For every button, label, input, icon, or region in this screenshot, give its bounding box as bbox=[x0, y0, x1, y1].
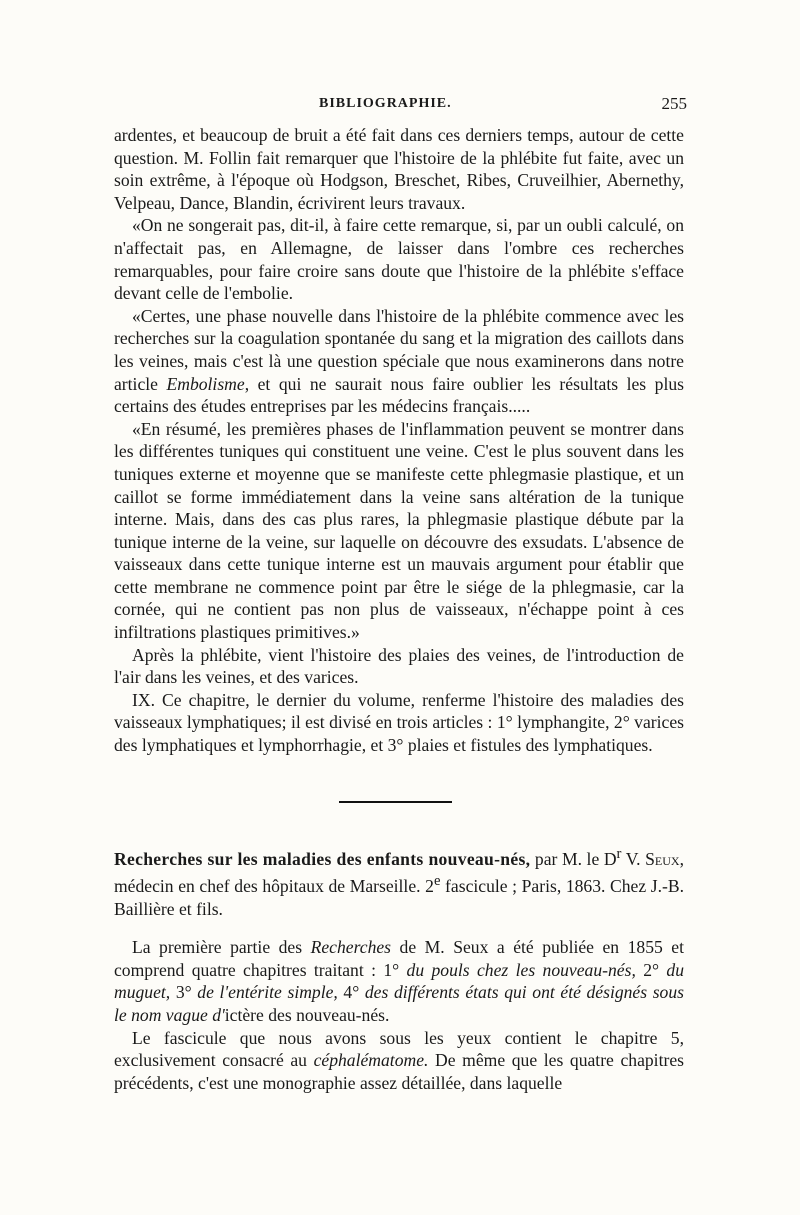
paragraph-4: «En résumé, les premières phases de l'inflammation peuvent se montrer dans les différentes tuniques qui constituent une veine. C'est le plus souvent dans les tuniques externe et moyenne que se manifeste cette phlegmasie plastique, et un caillot se forme immédiatement dans la veine sans altération de la tunique interne. Mais, dans des cas plus rares, la phlegmasie plastique débute par la tunique interne de la veine, sur laquelle on découvre des exsudats. L'absence de vaisseaux dans cette tunique interne est un mauvais argument pour établir que cette membrane ne commence point par être le siége de la phlegmasie, car la cornée, qui ne contient pas non plus de vaisseaux, n'échappe point à ces infiltrations plastiques primitives.» bbox=[114, 418, 684, 643]
bibliography-entry bbox=[114, 843, 684, 921]
review-text-d: 3° bbox=[170, 982, 198, 1003]
author-name: Seux bbox=[645, 848, 680, 869]
review-italic-enterite: de l'entérite simple, bbox=[197, 982, 338, 1003]
embolisme-reference: Embolisme bbox=[166, 373, 245, 394]
review-text-c: 2° bbox=[635, 959, 667, 980]
document-page bbox=[114, 94, 687, 1094]
book-title: Recherches sur les maladies des enfants nouveau-nés, bbox=[114, 848, 531, 869]
paragraph-2: «On ne songerait pas, dit-il, à faire cette remarque, si, par un oubli calculé, on n'affectait pas, en Allemagne, de laisser dans l'ombre ces recherches remarquables, pour faire croire sans doute que l'histoire de la phlébite s'efface devant celle de l'embolie. bbox=[114, 215, 684, 304]
review-text-e: 4° bbox=[337, 982, 365, 1003]
review-italic-etats: des différents états qui ont été désignés sous le nom vague d' bbox=[114, 982, 684, 1025]
review-italic-cephalematome: céphalématome. bbox=[313, 1050, 429, 1071]
author-first: V. bbox=[621, 848, 646, 869]
book-details-2: fascicule ; Paris, 1863. Chez J.-B. Baillière et fils. bbox=[114, 875, 685, 919]
review-italic-pouls: du pouls chez les nouveau-nés, bbox=[406, 959, 636, 980]
section-divider bbox=[339, 801, 452, 803]
book-by: par M. le D bbox=[530, 848, 617, 869]
dr-superscript: r bbox=[616, 845, 622, 862]
review-text bbox=[114, 936, 684, 1094]
review-text-b: de M. Seux a été publiée en 1855 et comprend quatre chapitres traitant : 1° bbox=[114, 937, 684, 980]
page-number: 255 bbox=[661, 94, 687, 113]
page-header bbox=[114, 94, 687, 124]
paragraph-3-text-b: , et qui ne saurait nous faire oublier les résultats les plus certains des études entreprises par les médecins français..... bbox=[114, 373, 684, 417]
review-text-h: De même que les quatre chapitres précédents, c'est une monographie assez détaillée, dans laquelle bbox=[114, 1050, 684, 1093]
paragraph-6: IX. Ce chapitre, le dernier du volume, renferme l'histoire des maladies des vaisseaux lymphatiques; il est divisé en trois articles : 1° lymphangite, 2° varices des lymphatiques et lymphorrhagie, et 3° plaies et fistules des lymphatiques. bbox=[114, 689, 684, 756]
book-details-1: , médecin en chef des hôpitaux de Marseille. 2 bbox=[114, 848, 684, 896]
paragraph-3 bbox=[114, 305, 684, 418]
review-italic-muguet: du muguet, bbox=[114, 959, 684, 1003]
review-text-g: Le fascicule que nous avons sous les yeux contient le chapitre 5, exclusivement consacré au bbox=[114, 1027, 684, 1071]
review-paragraph-2 bbox=[114, 1027, 684, 1095]
paragraph-5: Après la phlébite, vient l'histoire des plaies des veines, de l'introduction de l'air dans les veines, et des varices. bbox=[114, 644, 684, 688]
review-italic-recherches: Recherches bbox=[310, 937, 392, 958]
paragraph-3-text-a: «Certes, une phase nouvelle dans l'histoire de la phlébite commence avec les recherches sur la coagulation spontanée du sang et la migration des caillots dans les veines, mais c'est là une question spéciale que nous examinerons dans notre article bbox=[114, 305, 684, 394]
edition-superscript: e bbox=[433, 873, 441, 890]
running-head: BIBLIOGRAPHIE. bbox=[319, 96, 452, 111]
review-text-f: ictère des nouveau-nés. bbox=[224, 1004, 390, 1025]
article-body bbox=[114, 124, 684, 757]
review-paragraph-1 bbox=[114, 936, 684, 1026]
review-text-a: La première partie des bbox=[132, 937, 311, 958]
paragraph-1: ardentes, et beaucoup de bruit a été fait dans ces derniers temps, autour de cette question. M. Follin fait remarquer que l'histoire de la phlébite fut faite, avec un soin extrême, à l'époque où Hodgson, Breschet, Ribes, Cruveilhier, Abernethy, Velpeau, Dance, Blandin, écrivirent leurs travaux. bbox=[114, 125, 684, 213]
